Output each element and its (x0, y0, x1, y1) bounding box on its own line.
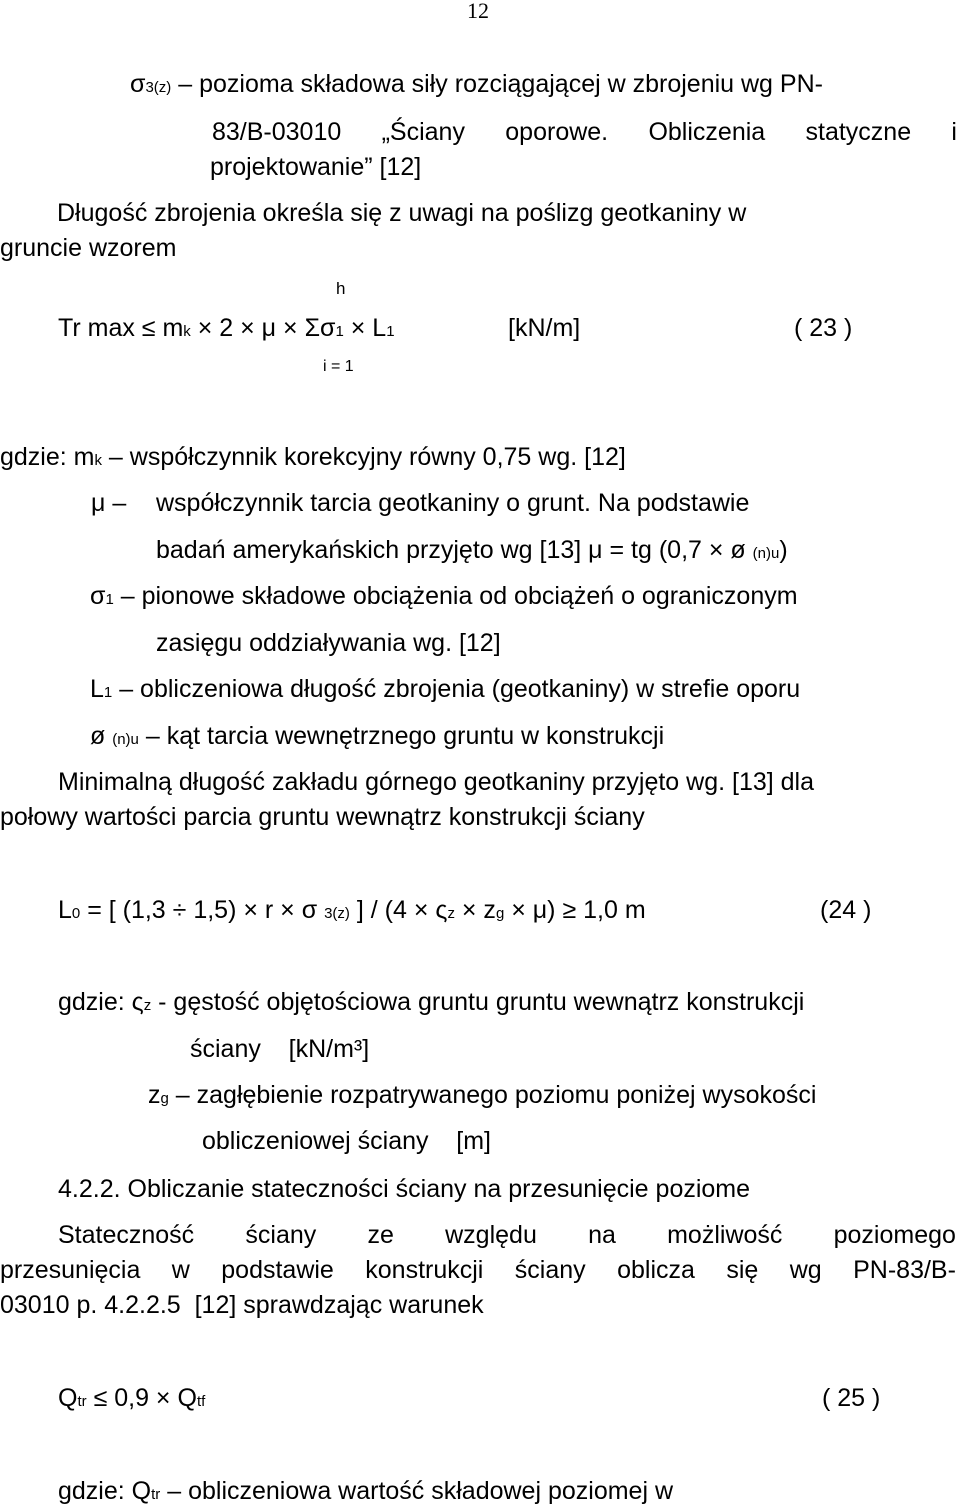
definition-zg-line2: obliczeniowej ściany [m] (202, 1127, 492, 1155)
formula24-part3: × z (454, 896, 496, 924)
mu-symbol: μ (91, 489, 106, 517)
sigma3-definition-line3: projektowanie” [12] (210, 153, 422, 181)
formula24 (58, 898, 646, 923)
mk-subscript: k (94, 452, 102, 469)
formula23-lower-limit: i = 1 (323, 358, 354, 375)
z-subscript: g (160, 1090, 169, 1107)
definition-l1 (90, 677, 800, 702)
formula23-upper-limit: h (336, 279, 346, 298)
formula24-lhs: L (58, 896, 72, 924)
definition-qtr (58, 1479, 673, 1504)
word: w (171, 1256, 190, 1284)
word: ściany (514, 1256, 586, 1284)
definition-phi (90, 724, 664, 749)
word: poziomego (833, 1221, 956, 1249)
l-symbol: L (90, 675, 104, 703)
qtr-prefix: gdzie: Q (58, 1477, 152, 1505)
word: 83/B-03010 (212, 118, 342, 146)
sigma-subscript: 1 (105, 591, 114, 608)
word: na (588, 1221, 616, 1249)
formula25-mid: ≤ 0,9 × Q (86, 1384, 197, 1412)
sigma3-text: – pozioma składowa siły rozciągającej w zbrojeniu wg PN- (171, 70, 823, 98)
formula23-unit: [kN/m] (508, 314, 581, 342)
qtr-subscript: tr (151, 1486, 161, 1503)
mu-text2: badań amerykańskich przyjęto wg [13] μ = tg (0,7 × ø (156, 536, 753, 564)
word: ze (367, 1221, 394, 1249)
definition-mu-line1: współczynnik tarcia geotkaniny o grunt. Na podstawie (156, 489, 750, 517)
formula25 (58, 1386, 205, 1411)
z-symbol: z (148, 1081, 161, 1109)
formula24-number: (24 ) (820, 896, 872, 924)
formula23-mid: × 2 × μ × Σσ (190, 314, 336, 342)
mu-text2-end: ) (779, 536, 788, 564)
word: podstawie (221, 1256, 334, 1284)
gdzie-label: gdzie: m (0, 443, 95, 471)
definition-rho-line2: ściany [kN/m³] (190, 1035, 370, 1063)
mu-dash: – (112, 489, 127, 517)
mk-text: – współczynnik korekcyjny równy 0,75 wg. [12] (101, 443, 626, 471)
word: ściany (245, 1221, 317, 1249)
definition-sigma1-line1 (90, 584, 798, 609)
definition-mu-line2 (156, 538, 788, 563)
phi-subscript: (n)u (112, 731, 139, 748)
sigma-subscript: 3(z) (324, 905, 350, 922)
zg-text: – zagłębienie rozpatrywanego poziomu poniżej wysokości (168, 1081, 817, 1109)
definition-rho-line1 (58, 990, 804, 1015)
sigma-subscript: 1 (335, 323, 344, 340)
word: wg (789, 1256, 822, 1284)
definition-sigma1-line2: zasięgu oddziaływania wg. [12] (156, 629, 501, 657)
l0-subscript: 0 (71, 905, 81, 922)
word: Obliczenia (648, 118, 766, 146)
rho-subscript: z (447, 905, 455, 922)
l-subscript: 1 (386, 323, 395, 340)
word: względu (445, 1221, 537, 1249)
definition-zg-line1 (148, 1083, 816, 1108)
section-para-line2 (0, 1258, 956, 1283)
word: statyczne (805, 118, 912, 146)
formula25-number: ( 25 ) (822, 1384, 881, 1412)
section-para-line1 (58, 1223, 956, 1248)
paragraph-length-line2: gruncie wzorem (0, 234, 177, 262)
formula24-part4: × μ) ≥ 1,0 m (504, 896, 646, 924)
rho-subscript: z (143, 997, 152, 1014)
word: możliwość (667, 1221, 783, 1249)
definition-mk (0, 445, 626, 470)
sigma1-text: – pionowe składowe obciążenia od obciążeń o ograniczonym (113, 582, 798, 610)
word: Stateczność (58, 1221, 195, 1249)
sigma-subscript: 3(z) (145, 79, 172, 96)
word: oporowe. (505, 118, 609, 146)
page-number: 12 (467, 0, 489, 23)
l1-text: – obliczeniowa długość zbrojenia (geotkaniny) w strefie oporu (112, 675, 801, 703)
paragraph-length-line1: Długość zbrojenia określa się z uwagi na poślizg geotkaniny w (57, 199, 747, 227)
qtf-subscript: tf (196, 1393, 206, 1410)
word: przesunięcia (0, 1256, 141, 1284)
q-symbol: Q (58, 1384, 78, 1412)
l-subscript: 1 (103, 684, 113, 701)
word: oblicza (617, 1256, 695, 1284)
formula23-l: × L (343, 314, 387, 342)
qtr-subscript: tr (77, 1393, 87, 1410)
rho-prefix: gdzie: ς (58, 988, 144, 1016)
section-heading: 4.2.2. Obliczanie stateczności ściany na przesunięcie poziome (58, 1175, 751, 1203)
formula24-part1: = [ (1,3 ÷ 1,5) × r × σ (80, 896, 325, 924)
z-subscript: g (495, 905, 505, 922)
word: PN-83/B- (853, 1256, 956, 1284)
word: i (951, 118, 957, 146)
word: konstrukcji (365, 1256, 484, 1284)
phi-subscript: (n)u (752, 545, 780, 562)
rho-text: - gęstość objętościowa gruntu gruntu wewnątrz konstrukcji (151, 988, 805, 1016)
sigma-symbol: σ (90, 582, 106, 610)
word: się (726, 1256, 759, 1284)
sigma-symbol: σ (130, 70, 146, 98)
formula23-number: ( 23 ) (794, 314, 853, 342)
definition-mu-symbol (91, 491, 126, 516)
formula23 (58, 316, 395, 341)
formula24-part2: ] / (4 × ς (349, 896, 448, 924)
qtr-text: – obliczeniowa wartość składowej poziomej w (160, 1477, 674, 1505)
sigma3-definition-line2 (212, 120, 957, 145)
phi-symbol: ø (90, 722, 113, 750)
paragraph-min-line1: Minimalną długość zakładu górnego geotkaniny przyjęto wg. [13] dla (58, 768, 815, 796)
formula23-lhs: Tr max ≤ m (58, 314, 184, 342)
paragraph-min-line2: połowy wartości parcia gruntu wewnątrz konstrukcji ściany (0, 803, 645, 831)
section-para-line3: 03010 p. 4.2.2.5 [12] sprawdzając warunek (0, 1291, 484, 1319)
mk-subscript: k (183, 323, 191, 340)
sigma3-definition-line1 (130, 72, 823, 97)
word: „Ściany (381, 118, 465, 146)
phi-text: – kąt tarcia wewnętrznego gruntu w konstrukcji (138, 722, 665, 750)
